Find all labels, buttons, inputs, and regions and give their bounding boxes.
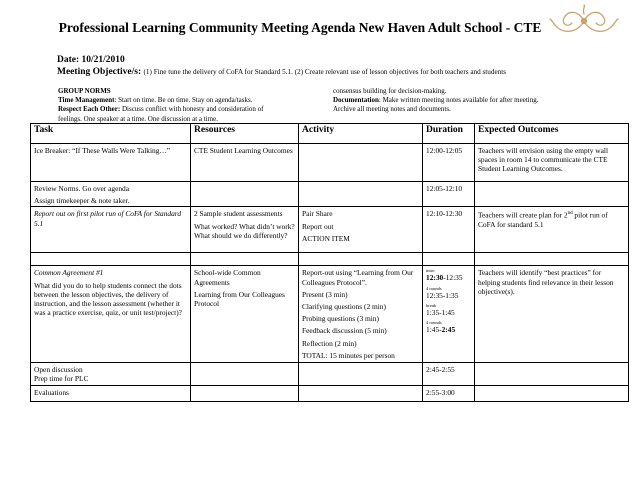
open-outcomes — [475, 363, 629, 386]
cofa-resources-line-1: 2 Sample student assessments — [194, 209, 283, 219]
table-row-norms — [31, 182, 629, 207]
agenda-table — [30, 123, 629, 402]
page-title: Professional Learning Community Meeting Agenda New Haven Adult School - CTE — [58, 20, 542, 35]
spacer-cell — [191, 253, 299, 266]
cofa-activity-line-2: Report out — [302, 221, 334, 231]
column-header-duration: Duration — [423, 124, 475, 144]
date-value: 10/21/2010 — [81, 55, 125, 65]
table-header-row — [31, 124, 629, 144]
open-task — [31, 363, 191, 386]
icebreaker-outcomes: Teachers will envision using the empty wall spaces in room 14 to communicate the CTE Student Learning Outcomes. — [475, 144, 629, 182]
norms-resources — [191, 182, 299, 207]
open-task-line-2: Prep time for PLC — [34, 374, 89, 384]
spacer-cell — [31, 253, 191, 266]
icebreaker-task: Ice Breaker: “If These Walls Were Talking…” — [31, 144, 191, 182]
agreement-activity-line-1: Report-out using “Learning from Our Colleagues Protocol”. — [302, 268, 414, 287]
agreement-task-title: Common Agreement #1 — [34, 268, 104, 278]
duration-4-bold: 2:45 — [441, 325, 456, 335]
cofa-outcomes — [475, 207, 629, 253]
norms-activity — [299, 182, 423, 207]
table-row-spacer — [31, 253, 629, 266]
cofa-task: Report out on first pilot run of CoFA for Standard 5.1 — [31, 207, 191, 253]
agreement-task-body: What did you do to help students connect the dots between the lesson objectives, the delivery of instruction, and the lesson assessment (whether it was a practice exercise, quiz, or unit test/project)? — [34, 280, 182, 318]
norms-heading: GROUP NORMS — [58, 87, 111, 95]
meeting-objectives — [57, 67, 506, 77]
table-row-open-discussion — [31, 363, 629, 386]
group-norms-right — [333, 87, 538, 115]
time-management-label: Time Management — [58, 96, 115, 105]
duration-note-rounds-2: 4 rounds — [426, 320, 442, 326]
objective-text: (1) Fine tune the delivery of CoFA for Standard 5.1. (2) Create relevant use of lesson objectives for both teachers and students — [143, 68, 507, 76]
icebreaker-activity — [299, 144, 423, 182]
date-label: Date: — [57, 55, 80, 65]
agreement-activity-line-3: Clarifying questions (2 min) — [302, 302, 386, 312]
archive-text: Archive all meeting notes and documents. — [333, 105, 451, 114]
agreement-duration — [423, 266, 475, 363]
agreement-activity-line-7: TOTAL: 15 minutes per person — [302, 350, 395, 360]
column-header-activity: Activity — [299, 124, 423, 144]
evaluations-task: Evaluations — [31, 386, 191, 402]
open-task-line-1: Open discussion — [34, 365, 83, 375]
duration-2: 12:35-1:35 — [426, 290, 459, 300]
norms-task-line-1: Review Norms. Go over agenda — [34, 184, 130, 193]
cofa-outcomes-post: pilot run of CoFA for standard 5.1 — [478, 210, 608, 230]
duration-1-rest: -12:35 — [443, 273, 463, 283]
cofa-activity — [299, 207, 423, 253]
decorative-flourish-icon — [548, 4, 620, 38]
evaluations-resources — [191, 386, 299, 402]
objective-label: Meeting Objective/s: — [57, 67, 142, 77]
cofa-duration: 12:10-12:30 — [423, 207, 475, 253]
respect-text: Discuss conflict with honesty and consideration of — [120, 105, 264, 114]
norms-task-line-2: Assign timekeeper & note taker. — [34, 196, 130, 206]
spacer-cell — [299, 253, 423, 266]
icebreaker-resources: CTE Student Learning Outcomes — [191, 144, 299, 182]
cofa-activity-line-3: ACTION ITEM — [302, 233, 350, 243]
column-header-resources: Resources — [191, 124, 299, 144]
documentation-text: : Make written meeting notes available for after meeting. — [378, 96, 539, 105]
group-norms-left — [58, 87, 264, 124]
norms-task — [31, 182, 191, 207]
cofa-resources-line-2: What worked? What didn’t work? What should we do differently? — [194, 221, 295, 240]
open-resources — [191, 363, 299, 386]
agreement-activity — [299, 266, 423, 363]
duration-note-intro: intro — [426, 268, 435, 274]
evaluations-activity — [299, 386, 423, 402]
cofa-outcomes-sup: nd — [567, 211, 573, 217]
duration-3: 1:35-1:45 — [426, 307, 455, 317]
agreement-resources-line-2: Learning from Our Colleagues Protocol — [194, 289, 285, 309]
open-duration: 2:45-2:55 — [423, 363, 475, 386]
evaluations-outcomes — [475, 386, 629, 402]
table-row-agreement — [31, 266, 629, 363]
duration-1-bold: 12:30 — [426, 273, 444, 283]
consensus-text: consensus building for decision-making. — [333, 87, 447, 95]
time-management-text: : Start on time. Be on time. Stay on agenda/tasks. — [114, 96, 253, 105]
spacer-cell — [475, 253, 629, 266]
table-row-evaluations — [31, 386, 629, 402]
agreement-resources-line-1: School-wide Common Agreements — [194, 268, 261, 287]
norms-outcomes — [475, 182, 629, 207]
duration-note-rounds-1: 4 rounds — [426, 285, 442, 291]
agreement-activity-line-6: Reflection (2 min) — [302, 338, 357, 348]
meeting-date — [57, 55, 125, 65]
open-activity — [299, 363, 423, 386]
agreement-resources — [191, 266, 299, 363]
agreement-activity-line-2: Present (3 min) — [302, 289, 348, 299]
agreement-outcomes: Teachers will identify “best practices” for helping students find relevance in their lesson objective(s). — [475, 266, 629, 363]
table-row-cofa — [31, 207, 629, 253]
feelings-text: feelings. One speaker at a time. One discussion at a time. — [58, 114, 218, 123]
agreement-task — [31, 266, 191, 363]
documentation-label: Documentation — [333, 96, 379, 105]
spacer-cell — [423, 253, 475, 266]
respect-label: Respect Each Other: — [58, 105, 121, 114]
evaluations-duration: 2:55-3:00 — [423, 386, 475, 402]
column-header-task: Task — [31, 124, 191, 144]
duration-note-break: break — [426, 302, 436, 308]
cofa-outcomes-pre: Teachers will create plan for 2 — [478, 210, 568, 220]
agreement-activity-line-5: Feedback discussion (5 min) — [302, 326, 387, 336]
column-header-outcomes: Expected Outcomes — [475, 124, 629, 144]
norms-duration: 12:05-12:10 — [423, 182, 475, 207]
cofa-resources — [191, 207, 299, 253]
duration-4-start: 1:45- — [426, 325, 442, 335]
table-row-icebreaker — [31, 144, 629, 182]
cofa-activity-line-1: Pair Share — [302, 209, 333, 219]
icebreaker-duration: 12:00-12:05 — [423, 144, 475, 182]
agreement-activity-line-4: Probing questions (3 min) — [302, 314, 379, 324]
